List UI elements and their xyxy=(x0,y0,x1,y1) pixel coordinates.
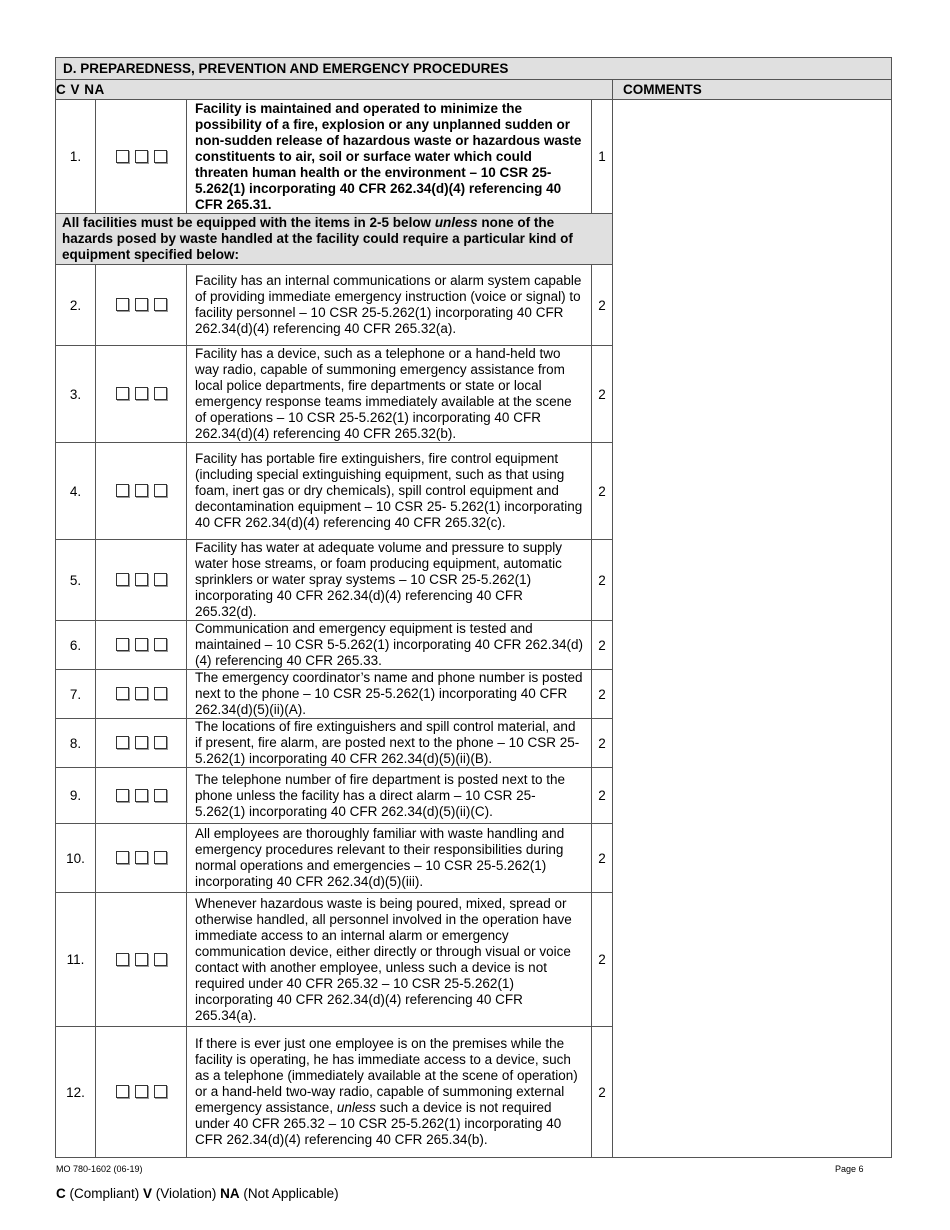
severity-value: 2 xyxy=(592,893,613,1027)
cvna-checkboxes xyxy=(96,768,187,824)
severity-value: 2 xyxy=(592,443,613,540)
not-applicable-checkbox[interactable] xyxy=(154,1085,167,1098)
cvna-checkboxes xyxy=(96,265,187,346)
item-text: Facility is maintained and operated to minimize the possibility of a fire, explosion or any unplanned sudden or non-sudden release of hazardous waste or hazardous waste constituents to air, soil or surface water which could threaten human health or the environment – 10 CSR 25-5.262(1) incorporating 40 CFR 262.34(d)(4) referencing 40 CFR 265.31. xyxy=(187,100,592,214)
section-title: D. PREPAREDNESS, PREVENTION AND EMERGENCY PROCEDURES xyxy=(56,58,892,80)
item-text: Whenever hazardous waste is being poured, mixed, spread or otherwise handled, all personnel involved in the operation have immediate access to an internal alarm or emergency communication device, either directly or through visual or voice contact with another employee, unless such a device is not required under 40 CFR 265.32 – 10 CSR 25-5.262(1) incorporating 40 CFR 262.34(d)(4) referencing 40 CFR 265.34(a). xyxy=(187,893,592,1027)
item-number: 11. xyxy=(56,893,96,1027)
cvna-checkboxes xyxy=(96,346,187,443)
not-applicable-checkbox[interactable] xyxy=(154,298,167,311)
not-applicable-checkbox[interactable] xyxy=(154,484,167,497)
compliant-checkbox[interactable] xyxy=(116,1085,129,1098)
compliant-checkbox[interactable] xyxy=(116,298,129,311)
item-number: 12. xyxy=(56,1027,96,1158)
compliant-checkbox[interactable] xyxy=(116,736,129,749)
cvna-header: C V NA xyxy=(56,80,613,100)
severity-value: 1 xyxy=(592,100,613,214)
item-text: The locations of fire extinguishers and spill control material, and if present, fire alarm, are posted next to the phone – 10 CSR 25-5.262(1) incorporating 40 CFR 262.34(d)(5)(ii)(B). xyxy=(187,719,592,768)
page-number: Page 6 xyxy=(835,1164,864,1174)
violation-checkbox[interactable] xyxy=(135,573,148,586)
not-applicable-checkbox[interactable] xyxy=(154,150,167,163)
compliant-checkbox[interactable] xyxy=(116,573,129,586)
severity-value: 2 xyxy=(592,540,613,621)
cvna-checkboxes xyxy=(96,670,187,719)
compliant-checkbox[interactable] xyxy=(116,638,129,651)
cvna-checkboxes xyxy=(96,443,187,540)
violation-checkbox[interactable] xyxy=(135,851,148,864)
item-number: 4. xyxy=(56,443,96,540)
item-number: 6. xyxy=(56,621,96,670)
severity-value: 2 xyxy=(592,719,613,768)
item-number: 8. xyxy=(56,719,96,768)
severity-value: 2 xyxy=(592,768,613,824)
violation-checkbox[interactable] xyxy=(135,638,148,651)
checklist-table xyxy=(55,57,892,1158)
violation-checkbox[interactable] xyxy=(135,736,148,749)
item-number: 2. xyxy=(56,265,96,346)
not-applicable-checkbox[interactable] xyxy=(154,736,167,749)
not-applicable-checkbox[interactable] xyxy=(154,687,167,700)
item-text: The emergency coordinator’s name and phone number is posted next to the phone – 10 CSR 25-5.262(1) incorporating 40 CFR 262.34(d)(5)(ii)(A). xyxy=(187,670,592,719)
severity-value: 2 xyxy=(592,1027,613,1158)
cvna-checkboxes xyxy=(96,540,187,621)
not-applicable-checkbox[interactable] xyxy=(154,851,167,864)
item-text: Facility has portable fire extinguishers, fire control equipment (including special extinguishing equipment, such as that using foam, inert gas or dry chemicals), spill control equipment and decontamination equipment – 10 CSR 25- 5.262(1) incorporating 40 CFR 262.34(d)(4) referencing 40 CFR 265.32(c). xyxy=(187,443,592,540)
legend: C (Compliant) V (Violation) NA (Not Applicable) xyxy=(56,1186,339,1201)
form-id: MO 780-1602 (06-19) xyxy=(56,1164,143,1174)
compliant-checkbox[interactable] xyxy=(116,387,129,400)
cvna-checkboxes xyxy=(96,893,187,1027)
item-text: All employees are thoroughly familiar with waste handling and emergency procedures relevant to their responsibilities during normal operations and emergencies – 10 CSR 25-5.262(1) incorporating 40 CFR 262.34(d)(5)(iii). xyxy=(187,824,592,893)
severity-value: 2 xyxy=(592,346,613,443)
violation-checkbox[interactable] xyxy=(135,387,148,400)
cvna-checkboxes xyxy=(96,100,187,214)
item-number: 3. xyxy=(56,346,96,443)
compliant-checkbox[interactable] xyxy=(116,851,129,864)
item-text: Communication and emergency equipment is tested and maintained – 10 CSR 5-5.262(1) incorporating 40 CFR 262.34(d)(4) referencing 40 CFR 265.33. xyxy=(187,621,592,670)
severity-value: 2 xyxy=(592,670,613,719)
severity-value: 2 xyxy=(592,621,613,670)
compliant-checkbox[interactable] xyxy=(116,484,129,497)
not-applicable-checkbox[interactable] xyxy=(154,387,167,400)
item-number: 7. xyxy=(56,670,96,719)
note-emphasis: unless xyxy=(434,215,478,230)
comments-header: COMMENTS xyxy=(613,80,892,100)
compliant-checkbox[interactable] xyxy=(116,150,129,163)
item-text: Facility has water at adequate volume and pressure to supply water hose streams, or foam producing equipment, automatic sprinklers or water spray systems – 10 CSR 25-5.262(1) incorporating 40 CFR 262.34(d)(4) referencing 40 CFR 265.32(d). xyxy=(187,540,592,621)
cvna-checkboxes xyxy=(96,824,187,893)
violation-checkbox[interactable] xyxy=(135,150,148,163)
item-number: 9. xyxy=(56,768,96,824)
comments-field[interactable] xyxy=(613,100,892,1158)
violation-checkbox[interactable] xyxy=(135,953,148,966)
item-text: Facility has a device, such as a telephone or a hand-held two way radio, capable of summoning emergency assistance from local police departments, fire departments or state or local emergency response teams immediately available at the scene of operations – 10 CSR 25-5.262(1) incorporating 40 CFR 262.34(d)(4) referencing 40 CFR 265.32(b). xyxy=(187,346,592,443)
compliant-checkbox[interactable] xyxy=(116,687,129,700)
compliant-checkbox[interactable] xyxy=(116,789,129,802)
not-applicable-checkbox[interactable] xyxy=(154,953,167,966)
cvna-checkboxes xyxy=(96,1027,187,1158)
not-applicable-checkbox[interactable] xyxy=(154,573,167,586)
checklist-row xyxy=(56,100,892,214)
violation-checkbox[interactable] xyxy=(135,1085,148,1098)
item-number: 5. xyxy=(56,540,96,621)
severity-value: 2 xyxy=(592,824,613,893)
violation-checkbox[interactable] xyxy=(135,789,148,802)
item-number: 10. xyxy=(56,824,96,893)
severity-value: 2 xyxy=(592,265,613,346)
item-text: The telephone number of fire department is posted next to the phone unless the facility has a direct alarm – 10 CSR 25-5.262(1) incorporating 40 CFR 262.34(d)(5)(ii)(C). xyxy=(187,768,592,824)
violation-checkbox[interactable] xyxy=(135,298,148,311)
item-text: Facility has an internal communications or alarm system capable of providing immediate emergency instruction (voice or signal) to facility personnel – 10 CSR 25-5.262(1) incorporating 40 CFR 262.34(d)(4) referencing 40 CFR 265.32(a). xyxy=(187,265,592,346)
violation-checkbox[interactable] xyxy=(135,687,148,700)
not-applicable-checkbox[interactable] xyxy=(154,789,167,802)
not-applicable-checkbox[interactable] xyxy=(154,638,167,651)
compliant-checkbox[interactable] xyxy=(116,953,129,966)
cvna-checkboxes xyxy=(96,621,187,670)
violation-checkbox[interactable] xyxy=(135,484,148,497)
item-number: 1. xyxy=(56,100,96,214)
cvna-checkboxes xyxy=(96,719,187,768)
equipment-note: All facilities must be equipped with the items in 2-5 below unless none of the hazards posed by waste handled at the facility could require a particular kind of equipment specified below: xyxy=(56,214,613,265)
item-text: If there is ever just one employee is on the premises while the facility is operating, he has immediate access to a device, such as a telephone (immediately available at the scene of operation) or a hand-held two-way radio, capable of summoning external emergency assistance, unless such a device is not required under 40 CFR 265.32 – 10 CSR 25-5.262(1) incorporating 40 CFR 262.34(d)(4) referencing 40 CFR 265.34(b). xyxy=(187,1027,592,1158)
item-text-emphasis: unless xyxy=(336,1100,376,1115)
